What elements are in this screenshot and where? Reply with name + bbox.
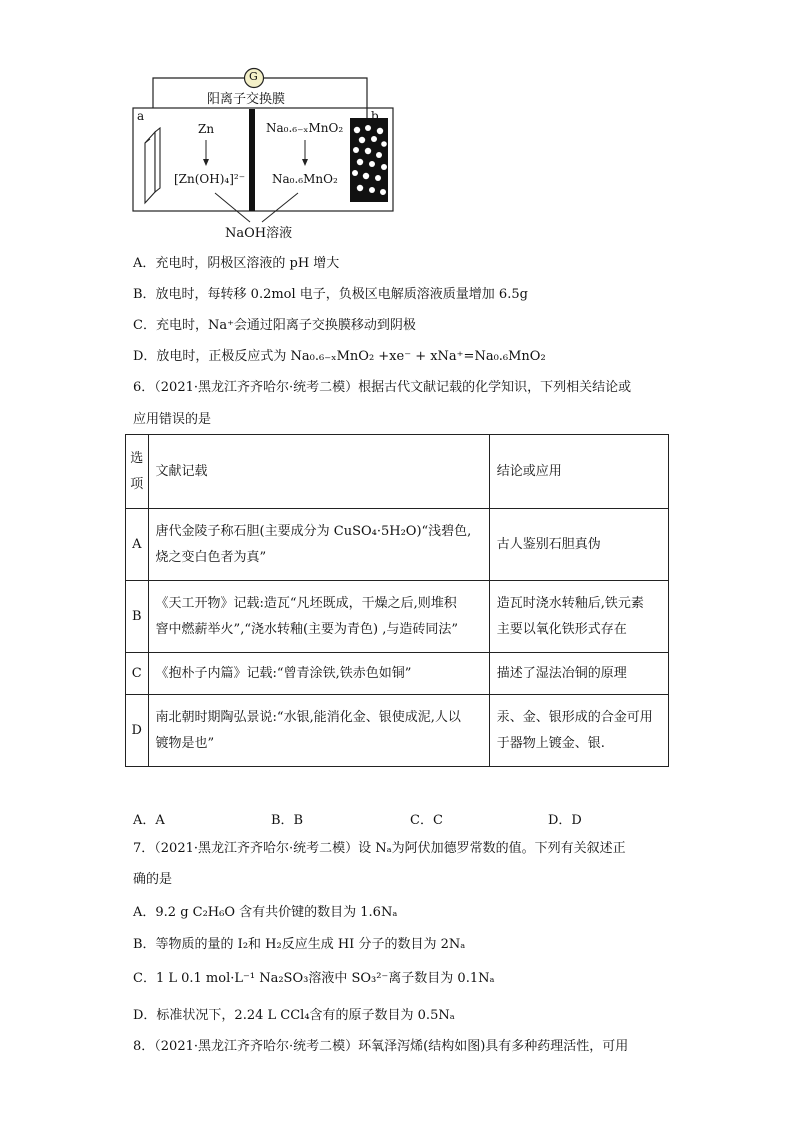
battery-diagram [0,0,794,250]
q5-option-a: A．充电时，阴极区溶液的 pH 增大 [133,256,340,271]
table-header-row [126,435,669,509]
naoh-solution-label: NaOH溶液 [225,226,293,241]
row-conclusion: 描述了湿法冶铜的原理 [489,653,668,695]
zincate-label: [Zn(OH)₄]²⁻ [174,172,246,186]
q7-stem-line1: 7．（2021·黑龙江齐齐哈尔·统考二模）设 Nₐ为阿伏加德罗常数的值。下列有关叙述正 [133,841,626,856]
q6-choice-b: B．B [271,813,304,828]
electrode-b-label: b [371,109,379,123]
na-mno2-product-label: Na₀.₆MnO₂ [272,172,338,186]
q7-option-a: A．9.2 g C₂H₆O 含有共价键的数目为 1.6Nₐ [133,905,398,920]
q7-option-b: B．等物质的量的 I₂和 H₂反应生成 HI 分子的数目为 2Nₐ [133,937,466,952]
table-row [126,509,669,581]
zn-label: Zn [198,122,215,136]
row-record: 《天工开物》记载:造瓦“凡坯既成，干燥之后,则堆积 窨中燃薪举火”,“浇水转釉(主要为青色) ,与造砖同法” [148,581,489,653]
row-record: 南北朝时期陶弘景说:“水银,能消化金、银使成泥,人以 镀物是也” [148,695,489,767]
q5-option-c: C．充电时，Na⁺会通过阳离子交换膜移动到阴极 [133,318,416,333]
membrane-label: 阳离子交换膜 [207,92,286,107]
battery-schematic [0,0,794,250]
galvanometer-label: G [249,70,258,83]
row-option: C [126,653,149,695]
header-conclusion: 结论或应用 [489,435,668,509]
q7-option-d: D．标准状况下，2.24 L CCl₄含有的原子数目为 0.5Nₐ [133,1008,455,1023]
table-row [126,695,669,767]
q6-stem-line1: 6．（2021·黑龙江齐齐哈尔·统考二模）根据古代文献记载的化学知识，下列相关结论或 [133,380,632,395]
na-mno2-reactant-label: Na₀.₆₋ₓMnO₂ [266,121,344,135]
table-row [126,581,669,653]
q6-choice-a: A．A [133,813,165,828]
q5-option-d: D．放电时，正极反应式为 Na₀.₆₋ₓMnO₂ +xe⁻ + xNa⁺=Na₀.₆MnO₂ [133,349,546,364]
q6-table [125,434,669,767]
row-conclusion: 古人鉴别石胆真伪 [489,509,668,581]
q7-option-c: C．1 L 0.1 mol·L⁻¹ Na₂SO₃溶液中 SO₃²⁻离子数目为 0.1Nₐ [133,971,495,986]
row-option: A [126,509,149,581]
header-record: 文献记载 [148,435,489,509]
q6-choice-d: D．D [548,813,582,828]
row-record: 《抱朴子内篇》记载:“曾青涂铁,铁赤色如铜” [148,653,489,695]
row-option: B [126,581,149,653]
q8-stem-line1: 8．（2021·黑龙江齐齐哈尔·统考二模）环氧泽泻烯(结构如图)具有多种药理活性，可用 [133,1039,629,1054]
table-row [126,653,669,695]
q5-option-b: B．放电时，每转移 0.2mol 电子，负极区电解质溶液质量增加 6.5g [133,287,528,302]
q6-stem-line2: 应用错误的是 [133,412,212,427]
row-conclusion: 汞、金、银形成的合金可用 于器物上镀金、银. [489,695,668,767]
header-option: 选 项 [126,435,149,509]
q7-stem-line2: 确的是 [133,872,173,887]
row-conclusion: 造瓦时浇水转釉后,铁元素 主要以氧化铁形式存在 [489,581,668,653]
q6-choice-c: C．C [410,813,443,828]
row-option: D [126,695,149,767]
electrode-a-label: a [137,109,145,123]
q6-choices [133,809,633,827]
row-record: 唐代金陵子称石胆(主要成分为 CuSO₄·5H₂O)“浅碧色, 烧之变白色者为真” [148,509,489,581]
